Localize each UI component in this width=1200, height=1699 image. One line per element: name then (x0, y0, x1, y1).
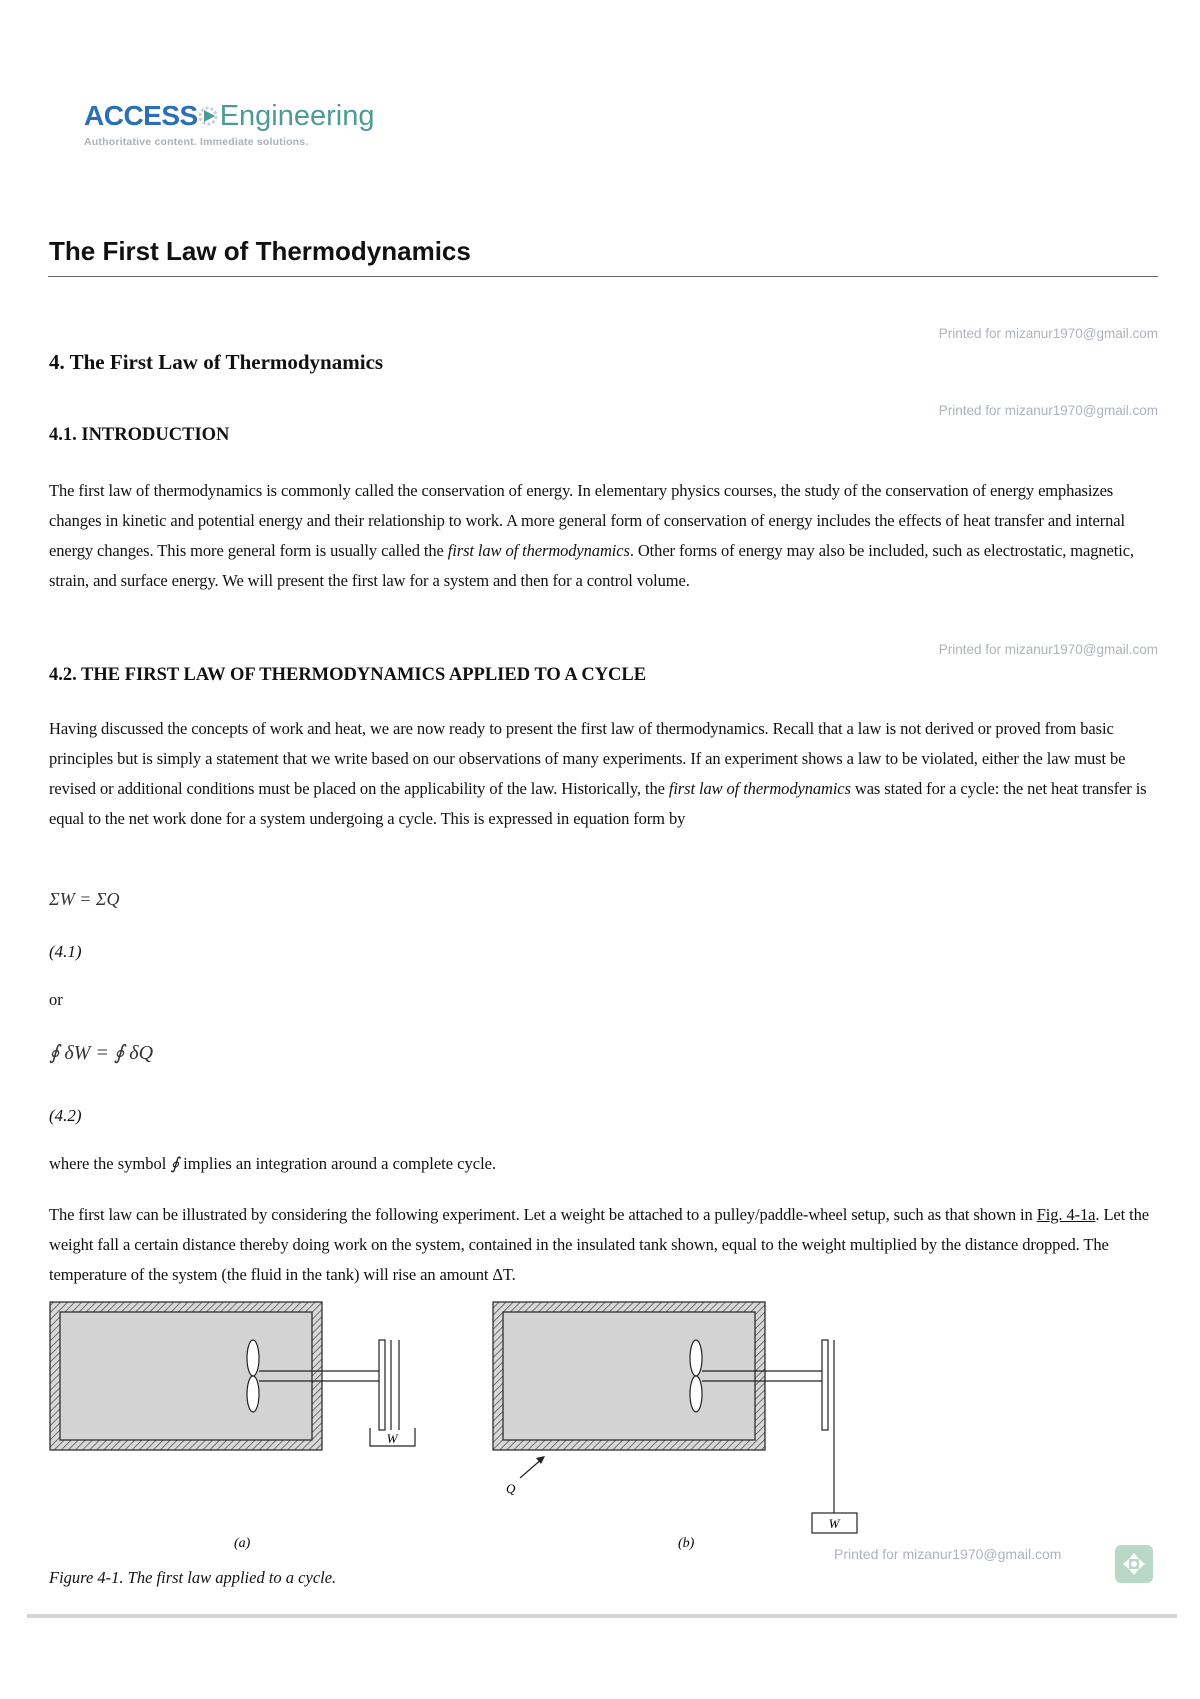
introduction-paragraph: The first law of thermodynamics is commonly called the conservation of energy. In elementary physics courses, the study of the conservation of energy emphasizes changes in kinetic and potential energy and their relationship to work. A more general form of conservation of energy includes the effects of heat transfer and internal energy changes. This more general form is usually called the first law of thermodynamics. Other forms of energy may also be included, such as electrostatic, magnetic, strain, and surface energy. We will present the first law for a system and then for a control volume. (49, 481, 1134, 590)
figure-4-1a-link[interactable]: Fig. 4-1a (1036, 1205, 1096, 1224)
figure-label-b: (b) (678, 1536, 695, 1550)
weight-label-a: W (386, 1431, 398, 1446)
logo-brand-light: Engineering (219, 99, 375, 132)
figure-label-a: (a) (234, 1536, 251, 1550)
figure-4-1-diagram (48, 1300, 908, 1550)
figure-caption: Figure 4-1. The first law applied to a cycle. (49, 1568, 337, 1587)
printed-for-notice: Printed for mizanur1970@gmail.com (938, 403, 1158, 418)
footer-divider (27, 1614, 1177, 1618)
logo-tagline: Authoritative content. Immediate solutions. (84, 136, 309, 148)
heat-label: Q (506, 1481, 516, 1496)
paddle-wheel-b (690, 1340, 702, 1376)
printed-for-notice: Printed for mizanur1970@gmail.com (938, 642, 1158, 657)
or-text: or (49, 990, 63, 1009)
document-title: The First Law of Thermodynamics (49, 236, 471, 266)
pulley-a (379, 1340, 385, 1430)
tank-a (50, 1302, 415, 1550)
symbol-explanation: where the symbol ∮ implies an integration around a complete cycle. (49, 1154, 497, 1173)
emphasis-first-law: first law of thermodynamics (668, 779, 851, 798)
equation-4-2: ∮ δW = ∮ δQ (49, 1042, 154, 1064)
page-navigation-button[interactable] (1115, 1545, 1153, 1583)
pulley-b (822, 1340, 828, 1430)
experiment-paragraph: The first law can be illustrated by considering the following experiment. Let a weight be attached to a pulley/paddle-wheel setup, such as that shown in Fig. 4-1a. Let the weight fall a certain distance thereby doing work on the system, contained in the insulated tank shown, equal to the weight multiplied by the distance dropped. The temperature of the system (the fluid in the tank) will rise an amount ΔT. (49, 1205, 1150, 1284)
tank-b (493, 1302, 857, 1550)
equation-number-4-1: (4.1) (49, 942, 82, 961)
cycle-paragraph: Having discussed the concepts of work and heat, we are now ready to present the first law of thermodynamics. Recall that a law is not derived or proved from basic principles but is simply a statement that we write based on our observations of many experiments. If an experiment shows a law to be violated, either the law must be revised or additional conditions must be placed on the applicability of the law. Historically, the first law of thermodynamics was stated for a cycle: the net heat transfer is equal to the net work done for a system undergoing a cycle. This is expressed in equation form by (49, 719, 1147, 828)
weight-label-b: W (828, 1516, 840, 1531)
printed-for-notice: Printed for mizanur1970@gmail.com (834, 1546, 1062, 1562)
title-divider (48, 276, 1158, 277)
contour-integral-symbol: ∮ (170, 1154, 180, 1173)
access-engineering-logo (84, 98, 384, 168)
section-heading-introduction: 4.1. INTRODUCTION (49, 425, 230, 445)
equation-4-1: ΣW = ΣQ (49, 889, 120, 909)
equation-number-4-2: (4.2) (49, 1106, 82, 1125)
section-heading-cycle: 4.2. THE FIRST LAW OF THERMODYNAMICS APPLIED TO A CYCLE (49, 665, 647, 685)
chapter-heading: 4. The First Law of Thermodynamics (49, 350, 384, 374)
emphasis-first-law: first law of thermodynamics (447, 541, 630, 560)
printed-for-notice: Printed for mizanur1970@gmail.com (938, 326, 1158, 341)
paddle-wheel-a (247, 1340, 259, 1376)
logo-gear-icon (199, 101, 219, 131)
logo-brand-bold: ACCESS (84, 100, 198, 131)
navigation-arrows-icon (1121, 1551, 1147, 1577)
